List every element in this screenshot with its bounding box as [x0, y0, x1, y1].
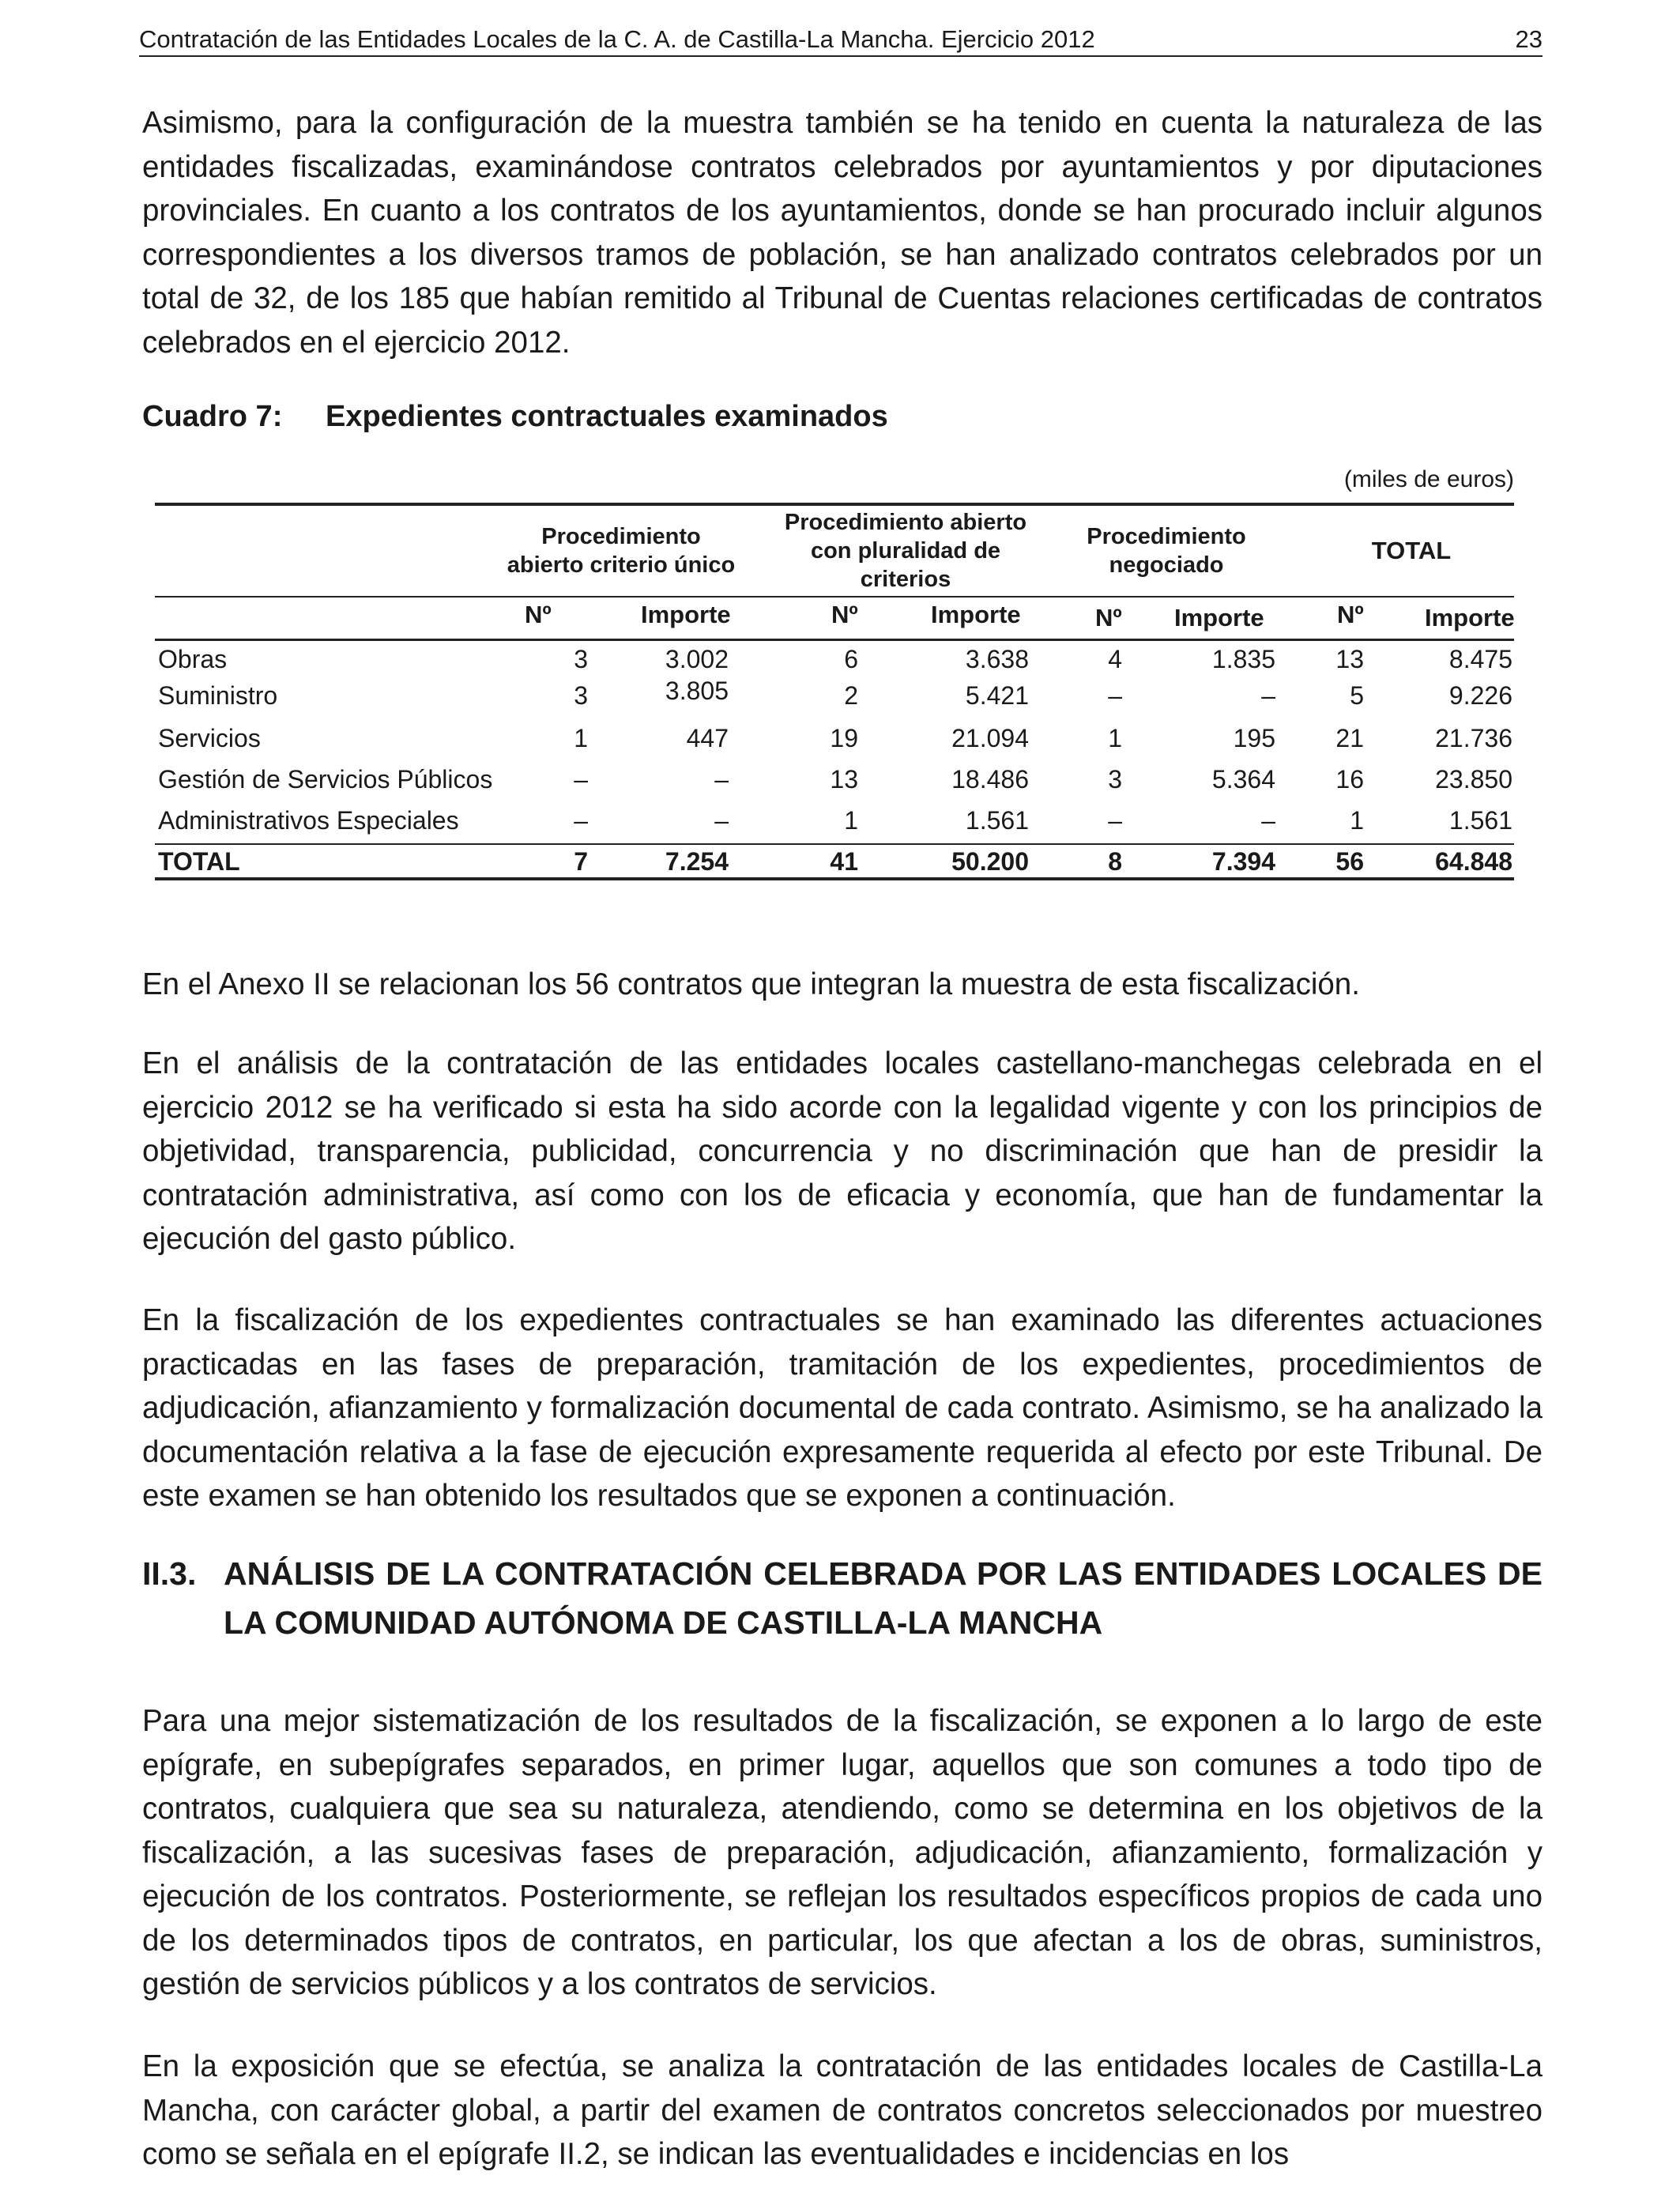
cell: 13	[830, 765, 858, 794]
cell: 1	[1108, 724, 1122, 752]
cell: 9.226	[1448, 681, 1512, 710]
cell: 1	[1350, 806, 1364, 835]
table-caption-label: Cuadro 7:	[142, 400, 283, 433]
cell: 1.561	[965, 806, 1029, 835]
cell: 50.200	[951, 847, 1029, 876]
subheader-importe-3: Importe	[1174, 604, 1264, 631]
cell: 21.736	[1435, 724, 1512, 752]
cell: 56	[1335, 847, 1364, 876]
cell: 5	[1350, 681, 1364, 710]
cell: 8.475	[1448, 645, 1512, 673]
row-label: TOTAL	[158, 847, 240, 876]
table-rule-mid	[155, 596, 1514, 598]
row-label: Obras	[158, 645, 228, 673]
cell: 21.094	[951, 724, 1029, 752]
group-header-total: TOTAL	[1371, 537, 1452, 564]
cell: 1	[574, 724, 588, 752]
cell: 8	[1108, 847, 1122, 876]
paragraph-analisis: En el análisis de la contratación de las entidades locales castellano-manchegas celebrada en el ejercicio 2012 se ha verificado si esta ha sido acorde con la legalidad vigente y con los principios de objetividad, transparencia, publicidad, concurrencia y no discriminación que han de presidir la contratación administrativa, así como con los de eficacia y economía, que han de fundamentar la ejecución del gasto público.	[142, 1046, 1543, 1256]
subheader-importe-4: Importe	[1425, 604, 1515, 631]
row-label: Servicios	[158, 724, 261, 752]
cell: 3	[574, 681, 588, 710]
table-row	[155, 806, 1514, 846]
subheader-n-1: Nº	[525, 601, 552, 628]
cell: 5.421	[965, 681, 1029, 710]
subheader-n-2: Nº	[831, 601, 858, 628]
cell: 3.002	[665, 645, 729, 673]
cell: 2	[844, 681, 858, 710]
cell: 13	[1335, 645, 1364, 673]
subheader-n-4: Nº	[1337, 601, 1364, 628]
paragraph-muestra: Asimismo, para la configuración de la muestra también se ha tenido en cuenta la naturaleza de las entidades fiscalizadas, examinándose contratos celebrados por ayuntamientos y por diputaciones provinciales. En cuanto a los contratos de los ayuntamientos, donde se han procurado incluir algunos correspondientes a los diversos tramos de población, se han analizado contratos celebrados por un total de 32, de los 185 que habían remitido al Tribunal de Cuentas relaciones certificadas de contratos celebrados en el ejercicio 2012.	[142, 106, 1543, 360]
cell: –	[714, 806, 729, 835]
paragraph-anexo: En el Anexo II se relacionan los 56 contratos que integran la muestra de esta fiscalización.	[142, 967, 1360, 1001]
paragraph-exposicion: En la exposición que se efectúa, se analiza la contratación de las entidades locales de Castilla-La Mancha, con carácter global, a partir del examen de contratos concretos seleccionados por muestreo como se señala en el epígrafe II.2, se indican las eventualidades e incidencias en los	[142, 2049, 1543, 2171]
group-header-abierto-unico: Procedimiento abierto criterio único	[507, 524, 736, 578]
section-title: ANÁLISIS DE LA CONTRATACIÓN CELEBRADA POR LAS ENTIDADES LOCALES DE LA COMUNIDAD AUTÓNOMA DE CASTILLA-LA MANCHA	[224, 1555, 1543, 1641]
table-row	[155, 645, 1514, 684]
table-caption	[142, 400, 888, 434]
table-row	[155, 677, 1514, 721]
cell: –	[1261, 681, 1275, 710]
cell: 6	[844, 645, 858, 673]
row-label: Administrativos Especiales	[158, 806, 459, 835]
page-number: 23	[1515, 25, 1543, 53]
cell: –	[1108, 681, 1122, 710]
cell: 5.364	[1211, 765, 1275, 794]
cell: 3	[1108, 765, 1122, 794]
cell: –	[1108, 806, 1122, 835]
cell: 1.835	[1211, 645, 1275, 673]
cell: 1.561	[1448, 806, 1512, 835]
cell: –	[1261, 806, 1275, 835]
table-caption-title: Expedientes contractuales examinados	[326, 400, 888, 433]
cell: 3.805	[665, 677, 729, 705]
table-total-row	[155, 847, 1514, 887]
cell: 19	[830, 724, 858, 752]
paragraph-fiscalizacion: En la fiscalización de los expedientes contractuales se han examinado las diferentes actuaciones practicadas en las fases de preparación, tramitación de los expedientes, procedimientos de adjudicación, afianzamiento y formalización documental de cada contrato. Asimismo, se ha analizado la documentación relativa a la fase de ejecución expresamente requerida al efecto por este Tribunal. De este examen se han obtenido los resultados que se exponen a continuación.	[142, 1303, 1543, 1513]
cell: 3	[574, 645, 588, 673]
cell: 7.254	[665, 847, 729, 876]
cell: 3.638	[965, 645, 1029, 673]
cell: 195	[1233, 724, 1275, 752]
row-label: Gestión de Servicios Públicos	[158, 765, 493, 794]
section-number: II.3.	[142, 1555, 197, 1592]
cell: 4	[1108, 645, 1122, 673]
cell: 18.486	[951, 765, 1029, 794]
cell: 23.850	[1435, 765, 1512, 794]
table-row	[155, 765, 1514, 805]
cell: 7.394	[1211, 847, 1275, 876]
group-header-negociado: Procedimiento negociado	[1087, 524, 1246, 578]
running-header	[139, 17, 1543, 57]
group-header-abierto-pluralidad: Procedimiento abierto con pluralidad de criterios	[784, 510, 1027, 592]
cell: –	[574, 806, 588, 835]
subheader-n-3: Nº	[1095, 604, 1122, 631]
cell: 64.848	[1435, 847, 1512, 876]
subheader-importe-1: Importe	[641, 601, 731, 628]
cell: –	[714, 765, 729, 794]
table-row	[155, 724, 1514, 763]
table-rule-total	[155, 843, 1514, 845]
subheader-importe-2: Importe	[931, 601, 1021, 628]
table-rule-top	[155, 503, 1514, 506]
cell: 447	[686, 724, 729, 752]
cell: 1	[844, 806, 858, 835]
cell: 16	[1335, 765, 1364, 794]
running-title: Contratación de las Entidades Locales de la C. A. de Castilla-La Mancha. Ejercicio 2012	[139, 25, 1095, 53]
table-rule-sub	[155, 639, 1514, 641]
cell: 41	[830, 847, 858, 876]
cell: 7	[574, 847, 588, 876]
table-unit: (miles de euros)	[1343, 466, 1514, 492]
row-label: Suministro	[158, 681, 278, 710]
cell: 21	[1335, 724, 1364, 752]
paragraph-sistematizacion: Para una mejor sistematización de los resultados de la fiscalización, se exponen a lo largo de este epígrafe, en subepígrafes separados, en primer lugar, aquellos que son comunes a todo tipo de contratos, cualquiera que sea su naturaleza, atendiendo, como se determina en los objetivos de la fiscalización, a las sucesivas fases de preparación, adjudicación, afianzamiento, formalización y ejecución de los contratos. Posteriormente, se reflejan los resultados específicos propios de cada uno de los determinados tipos de contratos, en particular, los que afectan a los de obras, suministros, gestión de servicios públicos y a los contratos de servicios.	[142, 1704, 1543, 2001]
table-rule-bottom	[155, 877, 1514, 880]
cell: –	[574, 765, 588, 794]
